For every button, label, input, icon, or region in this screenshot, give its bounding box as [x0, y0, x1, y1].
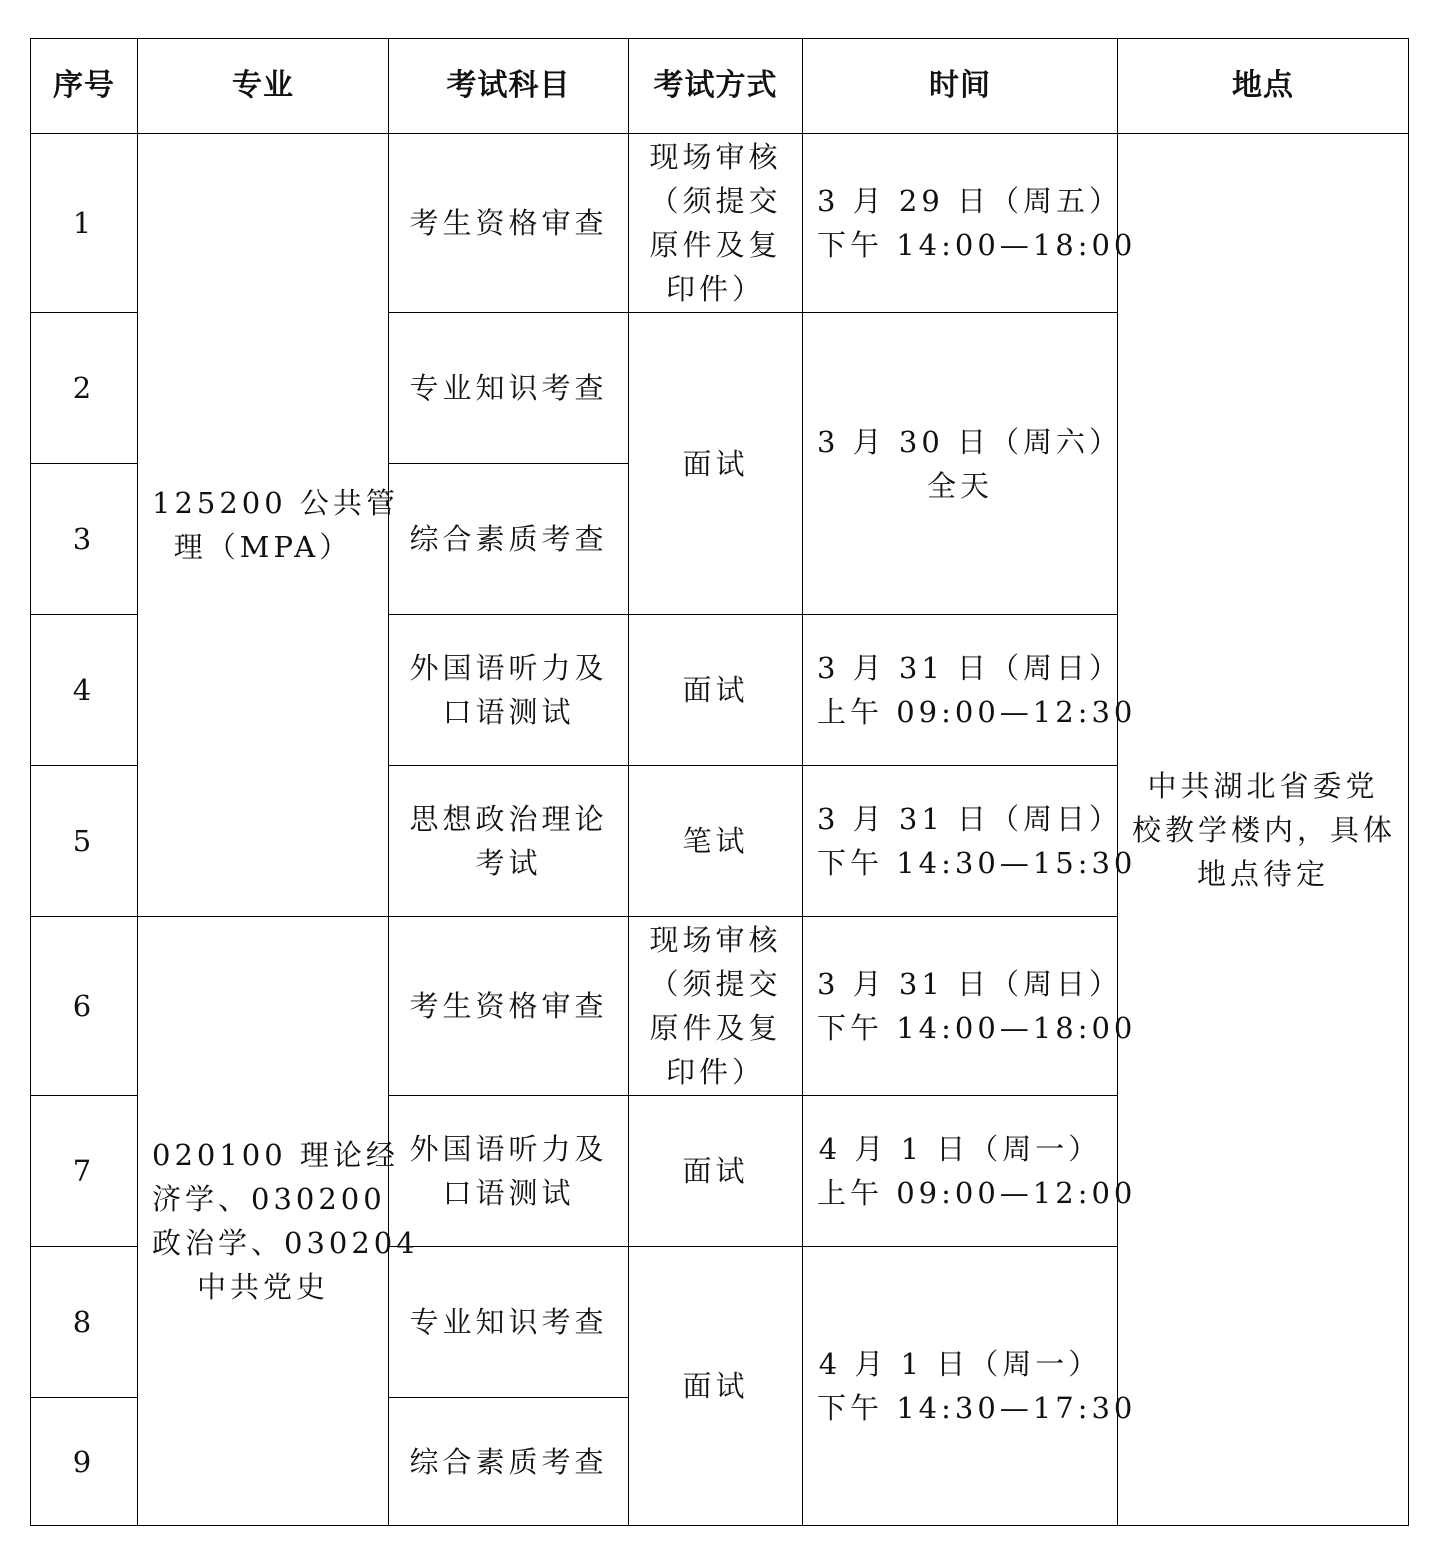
seq-cell: 5 [31, 766, 138, 917]
time-cell [803, 134, 1137, 313]
method-cell [629, 1247, 803, 1526]
subject-cell [389, 1247, 629, 1398]
header-major: 专业 [138, 39, 389, 134]
time-line: 上午 09:00—12:00 [817, 1176, 1137, 1210]
header-subject: 考试科目 [389, 39, 629, 134]
exam-schedule-table [30, 38, 1409, 1526]
method-cell [629, 917, 803, 1096]
subject-line: 综合素质考查 [409, 522, 608, 556]
time-cell [803, 615, 1137, 766]
time-line: 3 月 31 日（周日） [817, 967, 1123, 1001]
time-line: 下午 14:00—18:00 [817, 1011, 1137, 1045]
header-row [31, 39, 1409, 134]
subject-line: 专业知识考查 [409, 371, 608, 405]
seq-cell: 6 [31, 917, 138, 1096]
seq-cell: 2 [31, 313, 138, 464]
header-method: 考试方式 [629, 39, 803, 134]
subject-line: 综合素质考查 [409, 1444, 608, 1479]
subject-cell [389, 464, 629, 615]
location-line: 中共湖北省委党 [1147, 768, 1379, 803]
time-cell [803, 917, 1137, 1096]
method-line: 原件及复 [649, 1011, 782, 1045]
method-cell [629, 615, 803, 766]
major-cell-mpa [138, 134, 399, 917]
method-line: 面试 [682, 446, 749, 481]
subject-line: 思想政治理论 [409, 802, 608, 836]
subject-cell [389, 766, 629, 917]
time-cell [803, 766, 1137, 917]
method-line: 现场审核 [649, 140, 782, 174]
time-cell [803, 313, 1123, 615]
method-line: （须提交 [649, 967, 782, 1001]
seq-cell: 7 [31, 1096, 138, 1247]
header-seq: 序号 [31, 39, 138, 134]
header-time: 时间 [803, 39, 1118, 134]
time-cell [803, 1247, 1137, 1526]
method-cell [629, 1096, 803, 1247]
subject-cell [389, 1096, 629, 1247]
subject-cell [389, 134, 629, 313]
seq-cell: 1 [31, 134, 138, 313]
subject-line: 专业知识考查 [409, 1305, 608, 1339]
subject-line: 外国语听力及 [409, 1132, 608, 1166]
time-line: 下午 14:00—18:00 [817, 228, 1137, 262]
subject-cell [389, 313, 629, 464]
time-line: 4 月 1 日（周一） [818, 1347, 1102, 1381]
method-line: 面试 [682, 1154, 749, 1188]
time-line: 3 月 30 日（周六） [817, 424, 1123, 459]
subject-line: 外国语听力及 [409, 651, 608, 685]
method-cell [629, 313, 803, 615]
major-line: 政治学、030204 [152, 1226, 419, 1260]
time-line: 4 月 1 日（周一） [818, 1132, 1102, 1166]
major-line: 中共党史 [196, 1270, 329, 1304]
method-cell [629, 766, 803, 917]
time-line: 3 月 31 日（周日） [817, 802, 1123, 836]
method-line: 面试 [682, 1369, 749, 1403]
method-line: 印件） [665, 272, 765, 306]
time-line: 下午 14:30—15:30 [817, 846, 1137, 880]
method-line: 现场审核 [649, 923, 782, 957]
location-line: 地点待定 [1196, 856, 1329, 891]
subject-line: 考试 [475, 846, 542, 880]
header-location: 地点 [1118, 39, 1409, 134]
time-line: 3 月 31 日（周日） [817, 651, 1123, 685]
method-line: 笔试 [682, 824, 749, 858]
subject-line: 考生资格审查 [409, 989, 608, 1023]
location-line: 校教学楼内，具体 [1132, 812, 1397, 847]
subject-line: 口语测试 [442, 1176, 575, 1210]
subject-cell [389, 615, 629, 766]
method-cell [629, 134, 803, 313]
major-line: 020100 理论经 [152, 1138, 399, 1172]
seq-cell: 4 [31, 615, 138, 766]
subject-cell [389, 917, 629, 1096]
table-row [31, 134, 1409, 313]
major-line: 济学、030200 [152, 1182, 386, 1216]
method-line: 原件及复 [649, 228, 782, 262]
major-cell-econ [138, 917, 419, 1526]
subject-line: 口语测试 [442, 695, 575, 729]
time-line: 上午 09:00—12:30 [817, 695, 1137, 729]
method-line: 印件） [665, 1055, 765, 1089]
subject-line: 考生资格审查 [409, 206, 608, 240]
major-line: 理（MPA） [173, 530, 353, 564]
location-cell [1118, 134, 1409, 1526]
time-line: 全天 [926, 468, 993, 503]
subject-cell [389, 1398, 629, 1526]
seq-cell: 9 [31, 1398, 138, 1526]
time-cell [803, 1096, 1137, 1247]
time-line: 3 月 29 日（周五） [817, 184, 1123, 218]
seq-cell: 8 [31, 1247, 138, 1398]
method-line: 面试 [682, 673, 749, 707]
seq-cell: 3 [31, 464, 138, 615]
major-line: 125200 公共管 [152, 486, 399, 520]
time-line: 下午 14:30—17:30 [817, 1391, 1137, 1425]
method-line: （须提交 [649, 184, 782, 218]
